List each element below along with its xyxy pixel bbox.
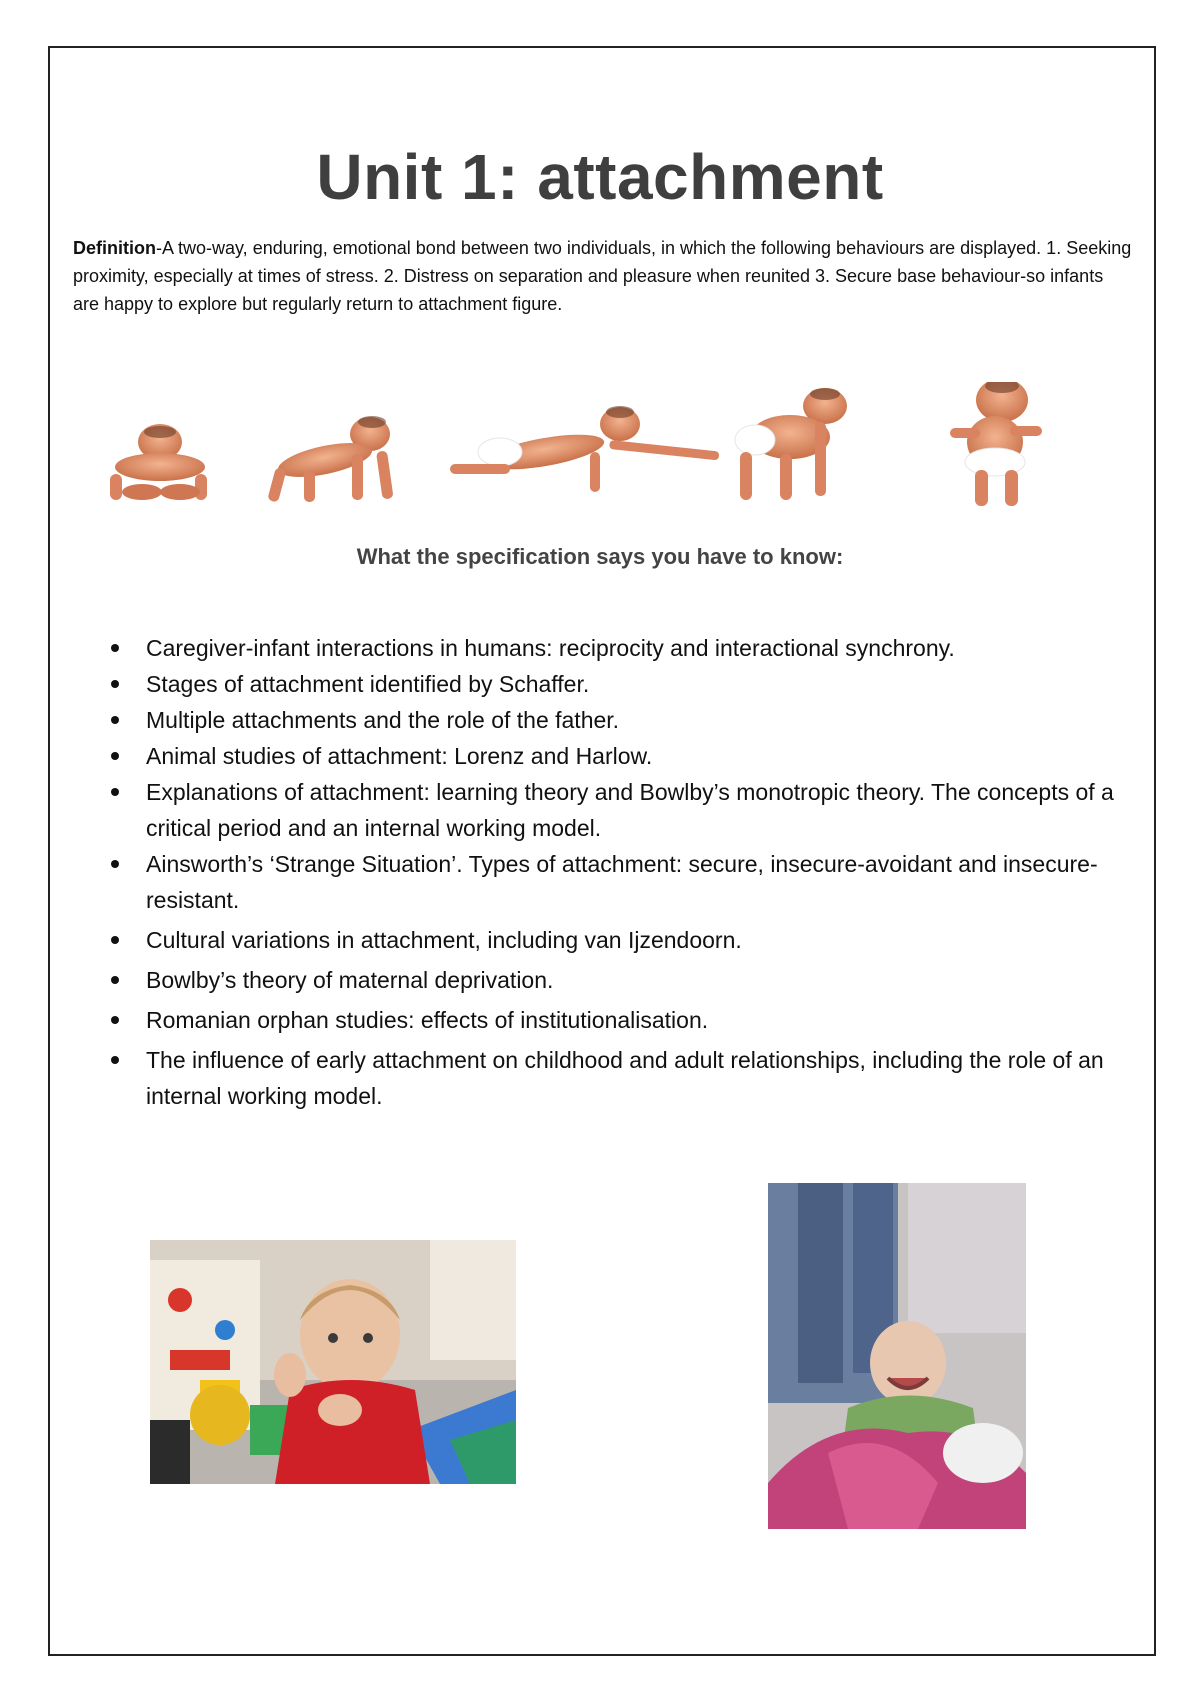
definition-label: Definition xyxy=(73,238,156,258)
bullet-icon xyxy=(111,976,119,984)
list-item: Ainsworth’s ‘Strange Situation’. Types of attachment: secure, insecure-avoidant and insecure-resistant. xyxy=(108,846,1138,918)
list-item: The influence of early attachment on childhood and adult relationships, including the role of an internal working model. xyxy=(108,1042,1138,1114)
baby-figure-2 xyxy=(267,416,393,503)
bullet-icon xyxy=(111,860,119,868)
baby-photo-right xyxy=(768,1183,1026,1529)
list-item: Animal studies of attachment: Lorenz and Harlow. xyxy=(108,738,1138,774)
bullet-icon xyxy=(111,680,119,688)
baby-figure-4 xyxy=(735,388,847,500)
baby-development-illustration xyxy=(90,382,1130,512)
bullet-icon xyxy=(111,716,119,724)
specification-heading: What the specification says you have to know: xyxy=(356,544,844,569)
specification-list xyxy=(108,630,1138,1114)
definition-paragraph xyxy=(73,234,1133,318)
bullet-icon xyxy=(111,644,119,652)
baby-figure-3 xyxy=(450,406,719,492)
bullet-icon xyxy=(111,936,119,944)
list-item: Cultural variations in attachment, including van Ijzendoorn. xyxy=(108,922,1138,958)
baby-photo-left xyxy=(150,1240,516,1484)
bullet-icon xyxy=(111,1016,119,1024)
list-item: Explanations of attachment: learning theory and Bowlby’s monotropic theory. The concepts of a critical period and an internal working model. xyxy=(108,774,1138,846)
baby-figure-1 xyxy=(110,424,207,500)
baby-figure-5 xyxy=(950,382,1042,506)
bullet-icon xyxy=(111,1056,119,1064)
list-item: Bowlby’s theory of maternal deprivation. xyxy=(108,962,1138,998)
baby-photo-left-image xyxy=(150,1240,516,1484)
definition-text: -A two-way, enduring, emotional bond between two individuals, in which the following behaviours are displayed. 1. Seeking proximity, especially at times of stress. 2. Distress on separation and pleasure when reunited 3. Secure base behaviour-so infants are happy to explore but regularly return to attachment figure. xyxy=(73,238,1132,314)
list-item: Romanian orphan studies: effects of institutionalisation. xyxy=(108,1002,1138,1038)
list-item: Caregiver-infant interactions in humans: reciprocity and interactional synchrony. xyxy=(108,630,1138,666)
page-title: Unit 1: attachment xyxy=(316,141,884,213)
list-item: Stages of attachment identified by Schaffer. xyxy=(108,666,1138,702)
bullet-icon xyxy=(111,752,119,760)
baby-photo-right-image xyxy=(768,1183,1026,1529)
list-item: Multiple attachments and the role of the father. xyxy=(108,702,1138,738)
bullet-icon xyxy=(111,788,119,796)
